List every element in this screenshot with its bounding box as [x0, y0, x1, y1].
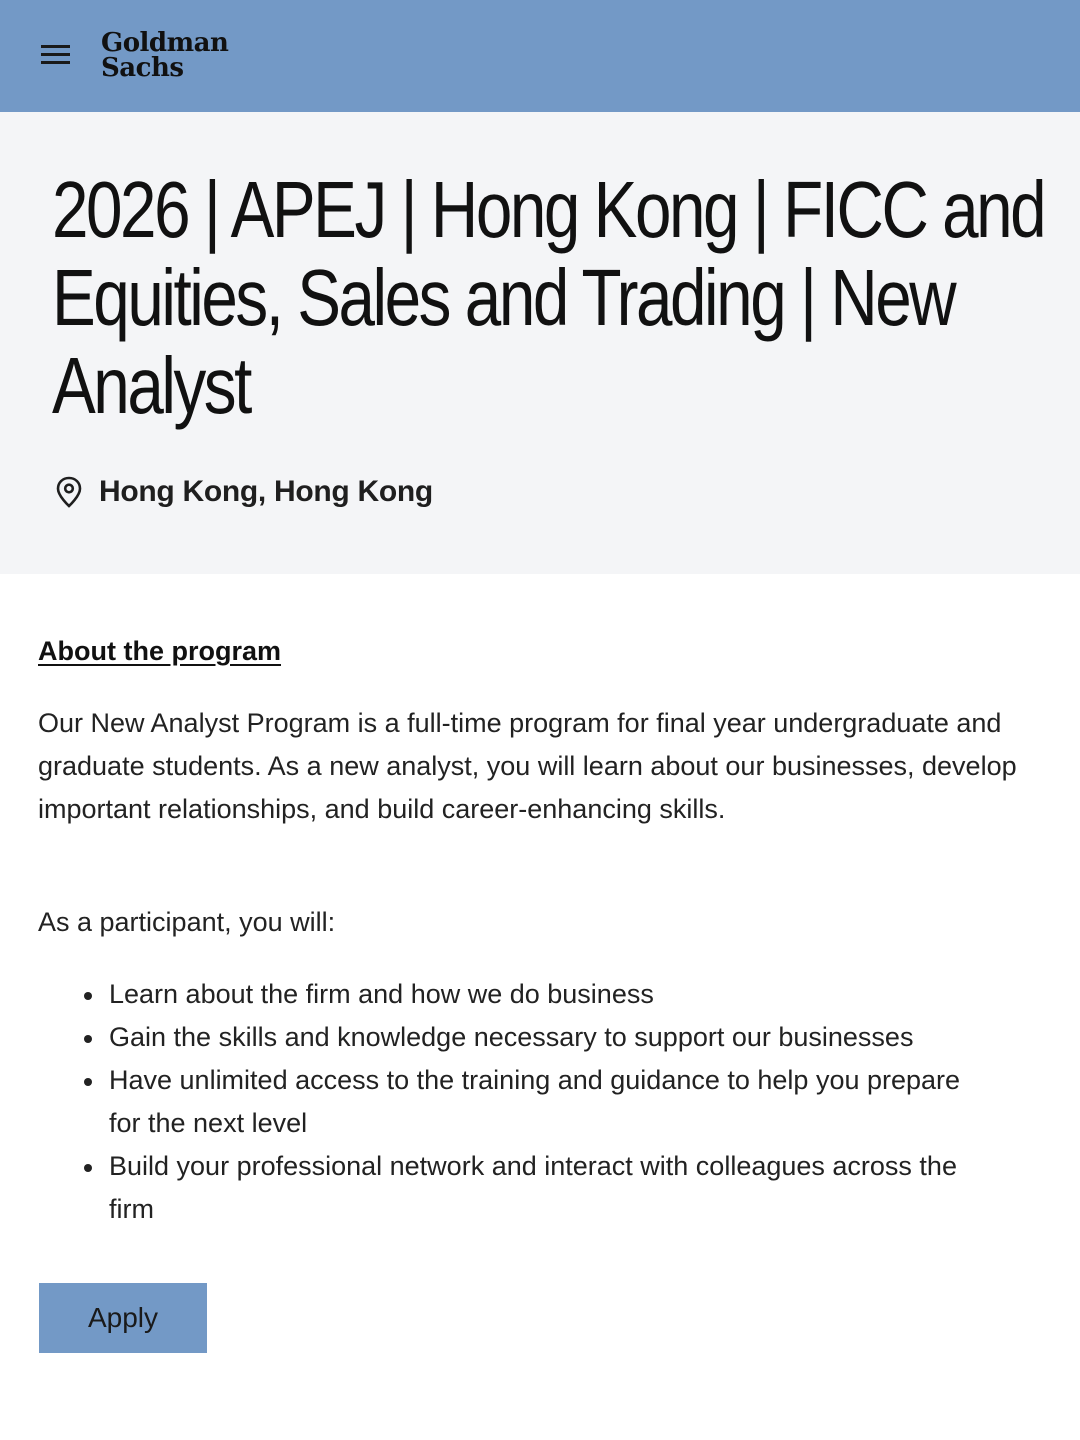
program-intro-text: Our New Analyst Program is a full-time program for final year undergraduate and graduate students. As a new analyst, you will learn about our businesses, develop important relationships, and build career-enhancing skills.	[38, 708, 1017, 824]
participant-benefits-list	[38, 973, 989, 1231]
list-item: Learn about the firm and how we do business	[109, 973, 989, 1016]
location-label: Hong Kong, Hong Kong	[99, 475, 433, 508]
participant-lead-text: As a participant, you will:	[38, 907, 336, 937]
list-item: Gain the skills and knowledge necessary to support our businesses	[109, 1016, 989, 1059]
apply-button[interactable]: Apply	[39, 1283, 207, 1353]
program-details	[0, 574, 1080, 1440]
logo-line-goldman: Goldman	[101, 28, 229, 58]
top-navigation-bar	[0, 0, 1080, 112]
hamburger-menu-icon[interactable]	[41, 44, 71, 66]
map-pin-icon	[55, 476, 83, 508]
logo-line-sachs: Sachs	[101, 53, 184, 83]
job-title: 2026 | APEJ | Hong Kong | FICC and Equities, Sales and Trading | New Analyst	[52, 165, 1045, 430]
list-item: Have unlimited access to the training and guidance to help you prepare for the next level	[109, 1059, 989, 1145]
job-header-section	[0, 112, 1080, 574]
list-item: Build your professional network and interact with colleagues across the firm	[109, 1145, 989, 1231]
goldman-sachs-logo[interactable]	[101, 28, 229, 83]
job-location	[55, 475, 433, 509]
about-program-heading[interactable]: About the program	[38, 636, 281, 666]
